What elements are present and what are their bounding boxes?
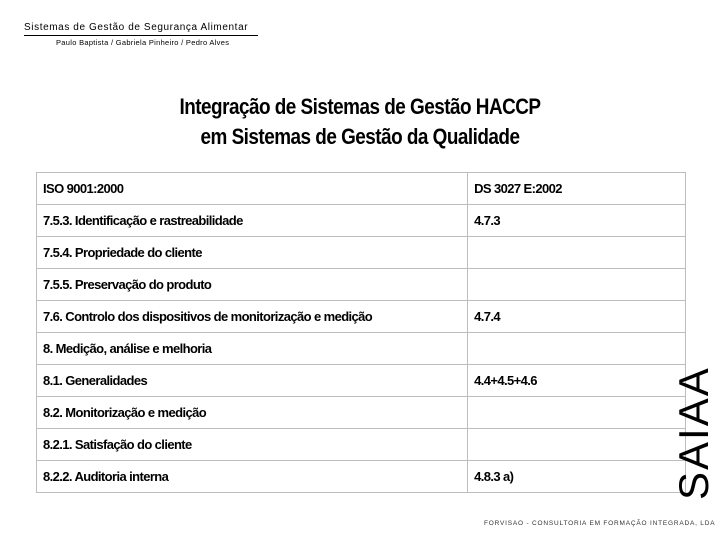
table-cell-iso: 8.2.2. Auditoria interna (37, 461, 468, 493)
brand-logo (664, 350, 720, 500)
table-cell-iso: 7.5.5. Preservação do produto (37, 269, 468, 301)
table-row (37, 461, 686, 493)
slide-title-line-1: Integração de Sistemas de Gestão HACCP (179, 94, 541, 119)
table-cell-iso: 8.2.1. Satisfação do cliente (37, 429, 468, 461)
table-row (37, 333, 686, 365)
table-cell-ds (468, 397, 686, 429)
table-cell-ds (468, 269, 686, 301)
brand-wordmark: SAIAA (670, 366, 717, 500)
table-cell-ds (468, 237, 686, 269)
table-row (37, 269, 686, 301)
table-cell-iso: 7.5.4. Propriedade do cliente (37, 237, 468, 269)
table-row (37, 429, 686, 461)
table-cell-iso: 7.5.3. Identificação e rastreabilidade (37, 205, 468, 237)
header-divider (24, 35, 258, 36)
table-row (37, 173, 686, 205)
table-cell-ds: 4.7.3 (468, 205, 686, 237)
footer-company: FORVISAO - CONSULTORIA EM FORMAÇÃO INTEGRADA, LDA (484, 520, 716, 527)
table-cell-iso: 8.2. Monitorização e medição (37, 397, 468, 429)
table-cell-ds: 4.8.3 a) (468, 461, 686, 493)
header-authors: Paulo Baptista / Gabriela Pinheiro / Pedro Alves (56, 38, 230, 47)
header-title: Sistemas de Gestão de Segurança Alimentar (24, 22, 249, 33)
table-cell-iso: ISO 9001:2000 (37, 173, 468, 205)
table-cell-ds: DS 3027 E:2002 (468, 173, 686, 205)
table-row (37, 301, 686, 333)
table-cell-ds (468, 429, 686, 461)
table-row (37, 237, 686, 269)
table-cell-iso: 8.1. Generalidades (37, 365, 468, 397)
table-cell-ds: 4.4+4.5+4.6 (468, 365, 686, 397)
table-cell-ds (468, 333, 686, 365)
slide-title-line-2: em Sistemas de Gestão da Qualidade (200, 124, 520, 149)
table-cell-iso: 7.6. Controlo dos dispositivos de monitorização e medição (37, 301, 468, 333)
slide-header (0, 0, 720, 50)
table-cell-iso: 8. Medição, análise e melhoria (37, 333, 468, 365)
table-cell-ds: 4.7.4 (468, 301, 686, 333)
table-row (37, 205, 686, 237)
table-row (37, 397, 686, 429)
slide-title (0, 92, 720, 152)
table-row (37, 365, 686, 397)
correspondence-table (36, 172, 686, 493)
